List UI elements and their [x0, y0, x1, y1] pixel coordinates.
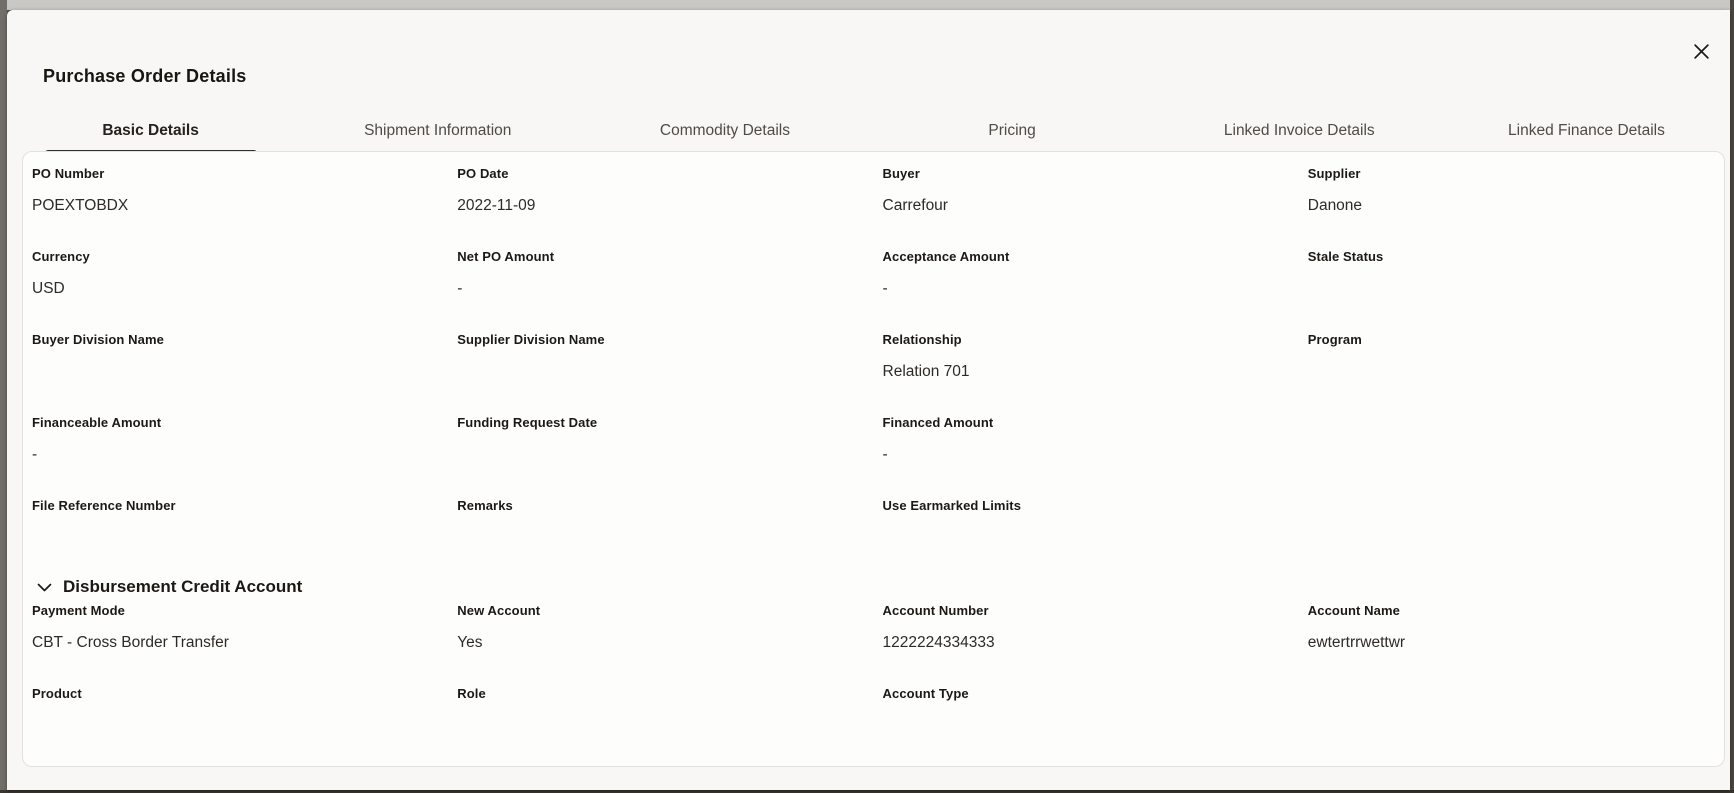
field-value: [457, 362, 863, 382]
disbursement-credit-account-fields: [23, 599, 1724, 765]
field-label: Funding Request Date: [457, 415, 598, 430]
field-label: Financed Amount: [882, 415, 994, 430]
field-value: Relation 701: [882, 363, 970, 380]
field-value: [32, 362, 438, 382]
field-label: [1308, 498, 1714, 514]
window-right-edge: [1730, 0, 1734, 793]
field-cell: [23, 682, 448, 765]
basic-details-fields: [23, 162, 1724, 577]
field-cell: [1299, 245, 1724, 328]
tab[interactable]: Pricing: [988, 121, 1036, 139]
tab[interactable]: Linked Invoice Details: [1223, 121, 1375, 139]
field-value: 1222224334333: [882, 634, 995, 651]
field-cell: [1299, 162, 1724, 245]
field-cell: [874, 245, 1299, 328]
field-cell: [1299, 411, 1724, 494]
modal-title: Purchase Order Details: [43, 66, 247, 86]
tab[interactable]: Commodity Details: [659, 121, 790, 139]
field-label: Program: [1307, 332, 1362, 347]
field-label: New Account: [457, 603, 541, 618]
field-cell: [874, 411, 1299, 494]
close-button[interactable]: [1686, 36, 1716, 66]
window-left-edge: [0, 0, 7, 793]
field-label: Account Type: [882, 686, 969, 701]
field-label: Account Number: [882, 603, 989, 618]
field-value: ewtertrrwettwr: [1307, 634, 1406, 651]
field-value: -: [882, 446, 888, 463]
field-label: Supplier Division Name: [457, 332, 605, 347]
field-value: USD: [32, 280, 65, 297]
field-value: [1308, 445, 1714, 465]
field-cell: [1299, 599, 1724, 682]
field-value: [457, 528, 863, 548]
field-cell: [448, 328, 873, 411]
field-label: PO Number: [32, 166, 105, 181]
field-cell: [448, 682, 873, 765]
field-label: File Reference Number: [32, 498, 176, 513]
field-cell: [23, 599, 448, 682]
field-label: Acceptance Amount: [882, 249, 1010, 264]
field-cell: [23, 162, 448, 245]
field-label: Stale Status: [1307, 249, 1384, 264]
field-value: [457, 716, 863, 736]
field-label: Buyer Division Name: [32, 332, 164, 347]
field-label: Currency: [32, 249, 90, 264]
field-cell: [874, 599, 1299, 682]
field-label: [1308, 415, 1714, 431]
field-value: [457, 445, 863, 465]
disbursement-credit-account-section-toggle[interactable]: [23, 575, 1724, 599]
field-value: [1308, 528, 1714, 548]
field-value: [1308, 362, 1714, 382]
field-cell: [23, 411, 448, 494]
field-cell: [23, 328, 448, 411]
field-label: Financeable Amount: [32, 415, 162, 430]
purchase-order-details-modal: [7, 10, 1730, 790]
field-value: -: [457, 280, 463, 297]
tab-bar: [7, 108, 1730, 153]
close-icon: [1693, 43, 1710, 60]
details-panel: [22, 151, 1725, 767]
field-value: -: [882, 280, 888, 297]
field-cell: [23, 245, 448, 328]
field-label: [1308, 686, 1714, 702]
field-cell: [1299, 682, 1724, 765]
field-label: Payment Mode: [32, 603, 125, 618]
field-value: -: [32, 446, 38, 463]
field-cell: [23, 494, 448, 577]
field-cell: [448, 411, 873, 494]
tab[interactable]: Shipment Information: [364, 121, 512, 139]
field-value: Danone: [1307, 197, 1363, 214]
field-cell: [448, 162, 873, 245]
field-label: Role: [457, 686, 486, 701]
field-cell: [448, 599, 873, 682]
field-cell: [448, 494, 873, 577]
field-value: CBT - Cross Border Transfer: [32, 634, 229, 651]
field-value: [883, 716, 1289, 736]
field-label: Net PO Amount: [457, 249, 555, 264]
field-label: Product: [32, 686, 82, 701]
chevron-down-icon: [37, 583, 52, 592]
field-value: 2022-11-09: [457, 197, 536, 214]
field-cell: [874, 494, 1299, 577]
field-label: PO Date: [457, 166, 509, 181]
field-label: Account Name: [1307, 603, 1400, 618]
field-label: Remarks: [457, 498, 513, 513]
field-cell: [1299, 494, 1724, 577]
field-cell: [874, 682, 1299, 765]
field-value: Yes: [457, 634, 483, 651]
field-value: [32, 528, 438, 548]
field-cell: [874, 328, 1299, 411]
field-value: [32, 716, 438, 736]
tab[interactable]: Linked Finance Details: [1508, 121, 1665, 139]
field-cell: [448, 245, 873, 328]
field-label: Supplier: [1307, 166, 1361, 181]
field-value: [883, 528, 1289, 548]
field-cell: [874, 162, 1299, 245]
tab[interactable]: Basic Details: [7, 108, 294, 153]
field-value: [1308, 279, 1714, 299]
section-title: Disbursement Credit Account: [63, 577, 303, 596]
field-value: Carrefour: [882, 197, 948, 214]
window-top-edge: [7, 0, 1730, 10]
field-label: Relationship: [882, 332, 962, 347]
field-value: POEXTOBDX: [32, 197, 129, 214]
field-value: [1308, 716, 1714, 736]
field-label: Use Earmarked Limits: [882, 498, 1022, 513]
field-cell: [1299, 328, 1724, 411]
field-label: Buyer: [882, 166, 920, 181]
